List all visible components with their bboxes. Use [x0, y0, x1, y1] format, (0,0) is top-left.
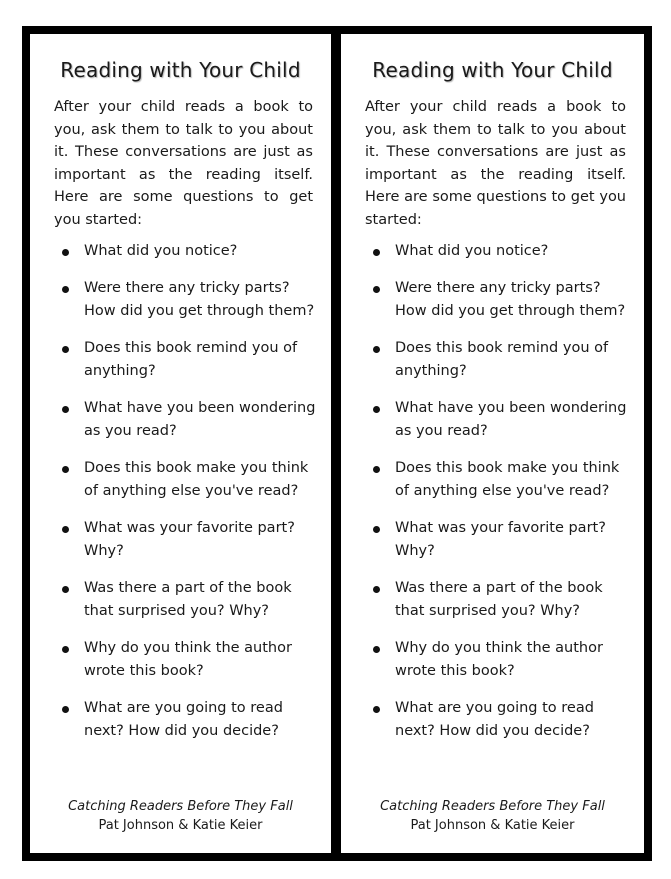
question-text: Were there any tricky parts? How did you get through them? — [395, 280, 626, 319]
list-item — [371, 457, 632, 503]
list-item — [60, 457, 319, 503]
bullet-icon — [62, 466, 69, 473]
bullet-icon — [373, 706, 380, 713]
bookmark-title: Reading with Your Child — [372, 58, 613, 82]
list-item — [60, 637, 319, 683]
question-text: Why do you think the author wrote this book? — [395, 640, 603, 679]
list-item — [60, 397, 319, 443]
bullet-icon — [373, 586, 380, 593]
list-item — [371, 637, 632, 683]
question-text: Was there a part of the book that surprised you? Why? — [395, 580, 603, 619]
list-item — [371, 397, 632, 443]
bullet-icon — [373, 646, 380, 653]
bullet-icon — [62, 646, 69, 653]
question-text: Why do you think the author wrote this book? — [84, 640, 292, 679]
list-item — [371, 277, 632, 323]
question-text: Does this book make you think of anything else you've read? — [395, 460, 620, 499]
bookmark-right — [341, 34, 644, 853]
question-text: What was your favorite part? Why? — [84, 520, 295, 559]
list-item — [60, 240, 319, 263]
bullet-icon — [62, 706, 69, 713]
authors: Pat Johnson & Katie Keier — [410, 818, 575, 833]
list-item — [60, 577, 319, 623]
list-item — [371, 240, 632, 263]
list-item — [371, 577, 632, 623]
question-text: Does this book make you think of anything else you've read? — [84, 460, 309, 499]
bookmark-sheet — [22, 26, 652, 861]
bullet-icon — [62, 346, 69, 353]
bullet-icon — [62, 406, 69, 413]
bullet-icon — [373, 406, 380, 413]
intro-paragraph: After your child reads a book to you, ask them to talk to you about it. These conversations are just as important as the reading itself. Here are some questions to get you started: — [54, 99, 313, 228]
question-text: What did you notice? — [395, 243, 549, 259]
list-item — [371, 697, 632, 743]
list-item — [60, 517, 319, 563]
authors: Pat Johnson & Katie Keier — [98, 818, 263, 833]
bullet-icon — [62, 249, 69, 256]
bullet-icon — [62, 286, 69, 293]
question-text: What have you been wondering as you read? — [395, 400, 627, 439]
intro-paragraph: After your child reads a book to you, ask them to talk to you about it. These conversations are just as important as the reading itself. Here are some questions to get you started: — [365, 99, 626, 228]
bullet-icon — [62, 586, 69, 593]
question-text: What are you going to read next? How did you decide? — [84, 700, 283, 739]
bullet-icon — [373, 249, 380, 256]
question-text: What did you notice? — [84, 243, 238, 259]
question-text: Does this book remind you of anything? — [84, 340, 298, 379]
list-item — [60, 337, 319, 383]
question-text: Were there any tricky parts? How did you get through them? — [84, 280, 315, 319]
bookmark-left — [30, 34, 331, 853]
bullet-icon — [373, 286, 380, 293]
book-title: Catching Readers Before They Fall — [380, 799, 605, 814]
list-item — [60, 277, 319, 323]
question-list — [60, 240, 319, 743]
bookmark-footer — [341, 797, 644, 835]
book-title: Catching Readers Before They Fall — [68, 799, 293, 814]
list-item — [60, 697, 319, 743]
question-list — [371, 240, 632, 743]
question-text: What was your favorite part? Why? — [395, 520, 606, 559]
question-text: Was there a part of the book that surprised you? Why? — [84, 580, 292, 619]
bookmark-title: Reading with Your Child — [60, 58, 301, 82]
bookmark-footer — [30, 797, 331, 835]
bullet-icon — [373, 346, 380, 353]
question-text: What are you going to read next? How did you decide? — [395, 700, 594, 739]
bullet-icon — [373, 466, 380, 473]
list-item — [371, 517, 632, 563]
bullet-icon — [62, 526, 69, 533]
list-item — [371, 337, 632, 383]
question-text: What have you been wondering as you read? — [84, 400, 316, 439]
question-text: Does this book remind you of anything? — [395, 340, 609, 379]
bullet-icon — [373, 526, 380, 533]
